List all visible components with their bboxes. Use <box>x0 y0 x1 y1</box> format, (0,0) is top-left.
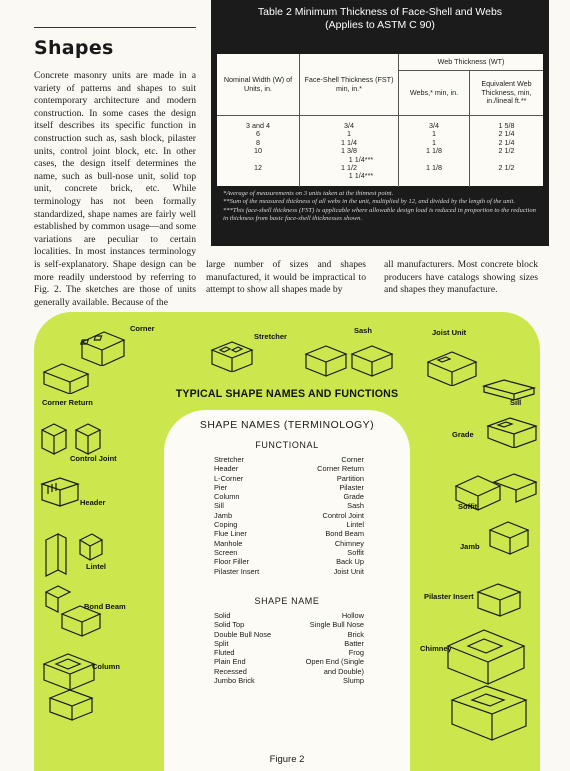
column-block-sketch <box>40 650 102 722</box>
table-row <box>217 139 543 147</box>
table-row <box>217 156 543 164</box>
label-bond-beam: Bond Beam <box>84 602 126 611</box>
table-cell: 1 1/4 <box>300 139 399 147</box>
terminology-card <box>164 410 410 771</box>
table-cell <box>399 172 470 180</box>
label-jamb: Jamb <box>460 542 480 551</box>
shape-name-item: Bond Beam <box>325 529 364 539</box>
shape-name-item: Corner Return <box>317 464 364 474</box>
table-title <box>211 6 549 32</box>
shape-name-item: Header <box>214 464 239 474</box>
stretcher-block-sketch <box>210 336 254 372</box>
thickness-table-box <box>211 0 549 246</box>
label-sash: Sash <box>354 326 372 335</box>
shape-name-item: Pilaster Insert <box>214 566 260 576</box>
table-cell: 1 <box>399 139 470 147</box>
table-row-spacer <box>217 181 543 187</box>
joist-unit-sketch <box>424 346 480 386</box>
shape-name-item: Sill <box>214 501 224 511</box>
table-cell: 1 1/8 <box>399 164 470 172</box>
table-cell: 12 <box>254 163 262 173</box>
col-header-face-shell: Face-Shell Thickness (FST) min, in.* <box>300 54 399 116</box>
figure-panel <box>34 312 540 771</box>
shape-name-item: Chimney <box>334 538 364 548</box>
table-cell: 3/4 <box>300 116 399 131</box>
shape-name-item: Corner <box>341 455 364 464</box>
label-joist-unit: Joist Unit <box>432 328 467 337</box>
label-corner: Corner <box>130 324 155 333</box>
label-grade: Grade <box>452 430 474 439</box>
footnote-3: ***This face-shell thickness (FST) is applicable where allowable design load is reduced in proportion to the reduction in thickness from basic face-shell thicknesses shown. <box>223 206 536 223</box>
table-footnotes <box>223 190 541 224</box>
thickness-table <box>217 54 543 187</box>
table-row <box>217 116 543 131</box>
intro-paragraph: Concrete masonry units are made in a variety of patterns and shapes to suit contemporary architecture and modern construction. In some cases the design itself describes its specific function in construction such as, sash block, pilaster units, control joint block, etc. In other cases, the design itself determines the name, such as bull-nose unit, solid top unit, concrete brick, etc. While terminology has not been formally standardized, shape names are fairly well established by common usage—and some variations are peculiar to certain localities. In most instances terminology is self-explanatory. Shape design can be more readily understood by referring to Fig. 2. The sketches are those of units generally available. Because of the <box>34 70 196 308</box>
grade-block-sketch <box>486 412 538 448</box>
shape-name-item: Frog <box>348 648 364 658</box>
heading-rule <box>34 27 196 28</box>
label-column: Column <box>92 662 120 671</box>
table-cell: 6 <box>256 129 260 139</box>
figure-panel-title: TYPICAL SHAPE NAMES AND FUNCTIONS <box>175 388 399 400</box>
shape-name-item: Solid <box>214 611 231 620</box>
footnote-2: **Sum of the measured thickness of all webs in the unit, multiplied by 12, and divided by the length of the unit. <box>223 198 516 206</box>
jamb-sketch <box>488 518 530 556</box>
sash-block-sketch <box>304 338 394 378</box>
shape-name-item: Slump <box>343 676 364 686</box>
shape-name-item: Single Bull Nose <box>309 620 364 630</box>
col-header-web-group: Web Thickness (WT) <box>399 54 544 71</box>
table-row <box>217 164 543 172</box>
shape-name-item: Control Joint <box>322 510 364 520</box>
shape-name-item: Lintel <box>346 520 364 530</box>
shape-name-item: Pier <box>214 482 228 492</box>
section-heading: Shapes <box>34 37 114 59</box>
terminology-title: SHAPE NAMES (TERMINOLOGY) <box>199 420 375 431</box>
col-header-webs: Webs,* min, in. <box>399 71 470 116</box>
shape-name-item: Stretcher <box>214 455 244 464</box>
figure-caption: Figure 2 <box>269 754 305 765</box>
shape-name-item: Plain End <box>214 657 246 667</box>
shape-name-item: Recessed <box>214 666 247 676</box>
shape-name-item: Fluted <box>214 648 235 658</box>
shape-name-item: Sash <box>347 501 364 511</box>
shape-name-item: Jumbo Brick <box>214 676 255 686</box>
functional-right-list <box>284 455 364 576</box>
label-lintel: Lintel <box>86 562 106 571</box>
body-column-3: all manufacturers. Most concrete block producers have catalogs showing sizes and shapes they manufacture. <box>384 259 538 296</box>
chimney-block-sketch <box>438 624 534 744</box>
table-body <box>217 54 543 186</box>
table-cell <box>217 172 300 180</box>
table-cell: 8 <box>256 137 260 147</box>
corner-return-sketch <box>42 358 90 394</box>
shape-name-item: Split <box>214 638 229 648</box>
shape-name-item: Brick <box>347 629 364 639</box>
shape-name-item: Double Bull Nose <box>214 629 272 639</box>
shape-name-item: Back Up <box>336 557 364 567</box>
shape-name-item: Pilaster <box>339 482 364 492</box>
col-header-nominal-width: Nominal Width (W) of Units, in. <box>217 54 300 116</box>
table-cell: 1 1/4*** <box>300 172 399 180</box>
shape-name-item: and Double) <box>323 666 364 676</box>
table-cell: 1 5/8 <box>470 116 544 131</box>
table-cell: 2 1/4 <box>470 130 544 138</box>
shape-name-item: Flue Liner <box>214 529 247 539</box>
shape-name-item: Grade <box>343 492 364 502</box>
table-cell: 1 <box>300 130 399 138</box>
shape-name-item: Column <box>214 492 240 502</box>
col-header-equivalent-web: Equivalent Web Thickness, min, in./lineal ft.** <box>470 71 544 116</box>
control-joint-sketch <box>40 418 102 456</box>
body-column-2: large number of sizes and shapes manufactured, it would be impractical to attempt to show all shapes made by <box>206 259 366 296</box>
shape-name-item: Soffit <box>347 547 364 557</box>
table-title-line-1: Table 2 Minimum Thickness of Face-Shell and Webs <box>257 6 503 18</box>
table-cell: 2 1/2 <box>470 164 544 172</box>
table-cell <box>470 172 544 180</box>
shape-name-item: Manhole <box>214 538 243 548</box>
label-header: Header <box>80 498 106 507</box>
label-stretcher: Stretcher <box>254 332 287 341</box>
shape-name-item: Floor Filler <box>214 557 249 567</box>
label-corner-return: Corner Return <box>42 398 93 407</box>
table-cell: 1 <box>399 130 470 138</box>
lintel-sketch <box>44 530 104 580</box>
shape-name-item: Open End (Single <box>305 657 364 667</box>
label-control-joint: Control Joint <box>70 454 117 463</box>
footnote-1: *Average of measurements on 3 units taken at the thinnest point. <box>223 190 394 197</box>
header-block-sketch <box>40 474 80 508</box>
shape-name-heading: SHAPE NAME <box>254 596 320 606</box>
label-soffit: Soffit <box>458 502 478 511</box>
shape-name-item: Solid Top <box>214 620 245 630</box>
label-pilaster-insert: Pilaster Insert <box>424 592 474 601</box>
table-row <box>217 130 543 138</box>
table-row <box>217 147 543 155</box>
label-chimney: Chimney <box>420 644 452 653</box>
shape-left-list <box>214 611 271 685</box>
table-cell: 3 and 4 <box>246 121 270 130</box>
shape-name-item: Batter <box>344 638 364 648</box>
shape-right-list <box>284 611 364 685</box>
sill-sketch <box>482 376 536 400</box>
table-rows <box>217 116 543 187</box>
table-cell: 1 1/2 <box>300 164 399 172</box>
pilaster-insert-sketch <box>474 578 524 618</box>
shape-name-item: Partition <box>336 473 364 483</box>
shape-name-item: Coping <box>214 520 238 530</box>
functional-left-list <box>214 455 259 576</box>
table-cell: 2 1/4 <box>470 139 544 147</box>
shape-name-item: Jamb <box>214 510 233 520</box>
table-cell: 2 1/2 <box>470 147 544 155</box>
shape-name-item: Hollow <box>341 611 364 620</box>
functional-heading: FUNCTIONAL <box>255 440 319 450</box>
shape-name-item: Screen <box>214 547 238 557</box>
shape-name-item: L-Corner <box>214 473 244 483</box>
shape-name-item: Joist Unit <box>333 566 364 576</box>
table-cell: 3/4 <box>399 116 470 131</box>
table-cell: 10 <box>254 146 262 156</box>
table-cell: 1 1/8 <box>399 147 470 155</box>
table-cell: 1 3/8 <box>300 147 399 155</box>
table-row <box>217 172 543 180</box>
label-sill: Sill <box>510 398 522 407</box>
table-cell: 1 1/4*** <box>300 156 399 164</box>
table-title-line-2: (Applies to ASTM C 90) <box>325 19 435 31</box>
